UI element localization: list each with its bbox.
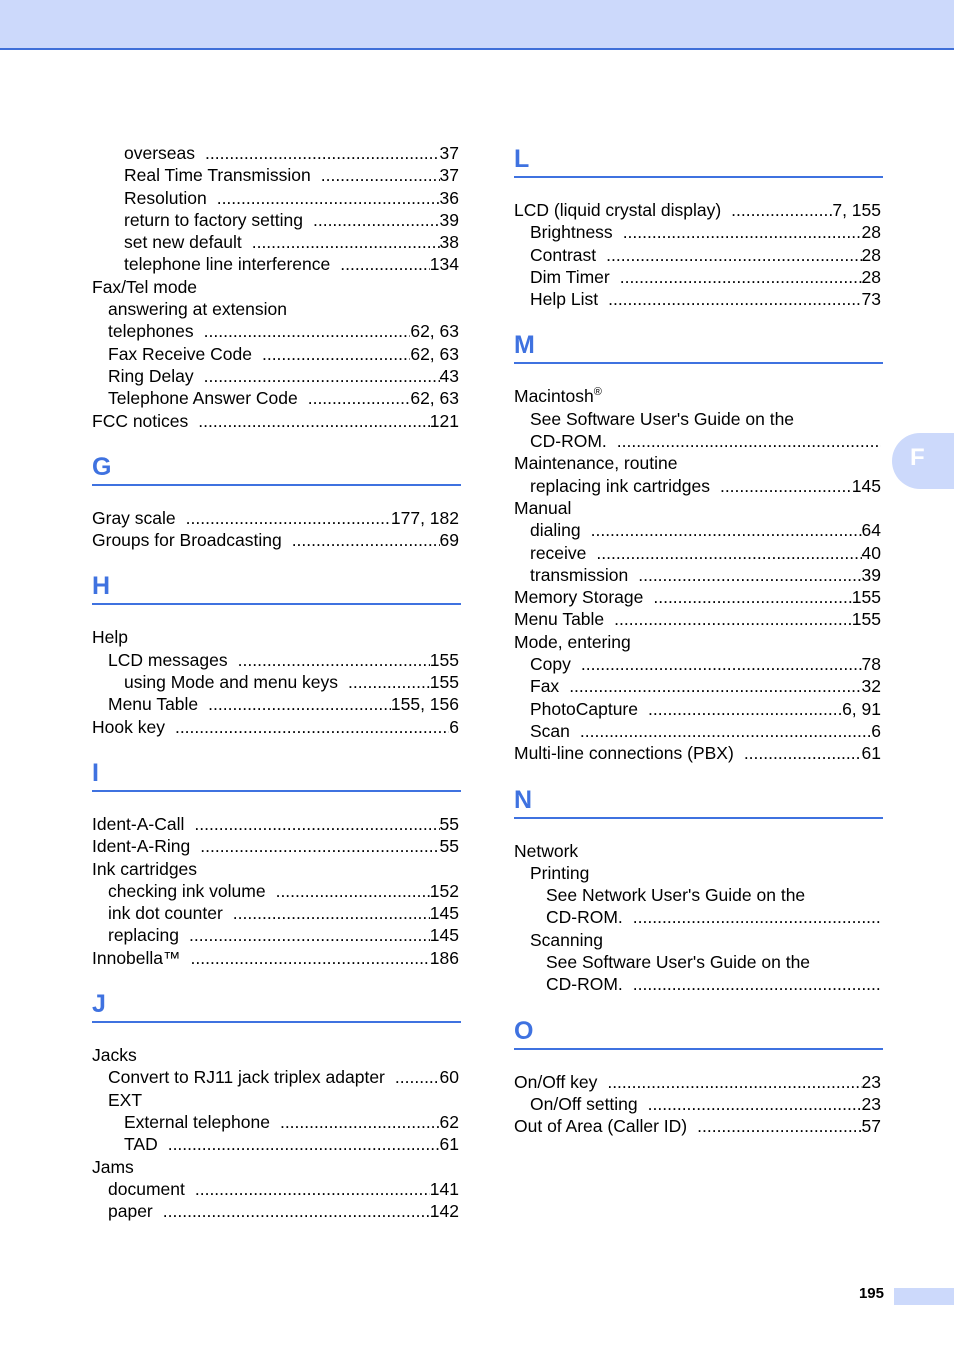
index-entry: Multi-line connections (PBX) ..... 61 bbox=[514, 742, 881, 764]
index-entry: set new default ..... 38 bbox=[92, 231, 459, 253]
index-entry: CD-ROM. ..... bbox=[514, 430, 881, 452]
index-subheading-entry: answering at extension bbox=[108, 299, 287, 320]
index-entry: overseas ..... 37 bbox=[92, 142, 459, 164]
page-number-bar bbox=[894, 1288, 954, 1305]
index-entry: FCC notices ..... 121 bbox=[92, 410, 459, 432]
index-entry: Fax Receive Code ..... 62, 63 bbox=[92, 343, 459, 365]
index-entry: Scan ..... 6 bbox=[514, 720, 881, 742]
index-entry: Fax ..... 32 bbox=[514, 675, 881, 697]
index-heading-entry: Fax/Tel mode bbox=[92, 276, 198, 297]
index-entry: Contrast ..... 28 bbox=[514, 244, 881, 266]
page-number: 195 bbox=[858, 1285, 884, 1302]
index-entry: Ident-A-Call ..... 55 bbox=[92, 813, 459, 835]
registered-mark: ® bbox=[593, 386, 602, 399]
section-letter: H bbox=[92, 572, 111, 601]
section-letter: L bbox=[514, 145, 530, 173]
section-header-g bbox=[92, 450, 459, 507]
section-header-l bbox=[514, 142, 881, 199]
section-header-m bbox=[514, 328, 881, 385]
index-entry: ink dot counter ..... 145 bbox=[92, 902, 459, 924]
index-heading-entry: Mode, entering bbox=[514, 631, 631, 652]
section-header-j bbox=[92, 987, 459, 1044]
index-entry: transmission ..... 39 bbox=[514, 564, 881, 586]
index-column-left bbox=[92, 142, 459, 1222]
index-heading-entry: Maintenance, routine bbox=[514, 453, 678, 474]
section-letter: I bbox=[92, 758, 99, 787]
index-entry: Menu Table ..... 155, 156 bbox=[92, 693, 459, 715]
index-subheading-entry: See Network User's Guide on the bbox=[546, 885, 806, 906]
index-entry: On/Off key ..... 23 bbox=[514, 1071, 881, 1093]
index-entry: return to factory setting ..... 39 bbox=[92, 209, 459, 231]
section-header-o bbox=[514, 1014, 881, 1071]
index-heading-entry: Manual bbox=[514, 497, 572, 518]
section-rule bbox=[514, 1048, 883, 1050]
index-entry: Memory Storage ..... 155 bbox=[514, 586, 881, 608]
index-subheading-entry: EXT bbox=[108, 1089, 143, 1110]
index-heading-entry: Jacks bbox=[92, 1045, 137, 1066]
index-heading-entry: Ink cartridges bbox=[92, 858, 198, 879]
index-entry: CD-ROM. ..... bbox=[514, 973, 881, 995]
index-entry: Help List ..... 73 bbox=[514, 288, 881, 310]
index-entry: External telephone ..... 62 bbox=[92, 1111, 459, 1133]
section-letter: O bbox=[514, 1016, 534, 1045]
index-entry: telephones ..... 62, 63 bbox=[92, 320, 459, 342]
section-rule bbox=[92, 1021, 461, 1023]
index-entry: replacing ink cartridges ..... 145 bbox=[514, 475, 881, 497]
index-entry: Out of Area (Caller ID) ..... 57 bbox=[514, 1115, 881, 1137]
header-band bbox=[0, 0, 954, 50]
index-entry: Real Time Transmission ..... 37 bbox=[92, 164, 459, 186]
index-heading-entry: Help bbox=[92, 627, 128, 648]
index-heading-entry: Jams bbox=[92, 1156, 134, 1177]
section-letter: G bbox=[92, 452, 112, 481]
index-entry: Convert to RJ11 jack triplex adapter ..... 60 bbox=[92, 1066, 459, 1088]
section-letter: M bbox=[514, 331, 535, 360]
index-subheading-entry: See Software User's Guide on the bbox=[546, 952, 811, 973]
section-letter: N bbox=[514, 785, 533, 814]
index-subheading-entry: See Software User's Guide on the bbox=[530, 408, 795, 429]
section-letter: J bbox=[92, 990, 106, 1019]
index-entry: Dim Timer ..... 28 bbox=[514, 266, 881, 288]
index-entry: LCD messages ..... 155 bbox=[92, 649, 459, 671]
index-subheading-entry: Printing bbox=[530, 862, 590, 883]
index-entry: Telephone Answer Code ..... 62, 63 bbox=[92, 387, 459, 409]
index-entry: Ident-A-Ring ..... 55 bbox=[92, 835, 459, 857]
index-entry: Gray scale ..... 177, 182 bbox=[92, 507, 459, 529]
index-entry: replacing ..... 145 bbox=[92, 924, 459, 946]
index-entry: document ..... 141 bbox=[92, 1178, 459, 1200]
section-rule bbox=[92, 603, 461, 605]
index-entry: Ring Delay ..... 43 bbox=[92, 365, 459, 387]
index-entry: Innobella™ ..... 186 bbox=[92, 947, 459, 969]
index-entry: checking ink volume ..... 152 bbox=[92, 880, 459, 902]
index-entry: using Mode and menu keys ..... 155 bbox=[92, 671, 459, 693]
index-entry: receive ..... 40 bbox=[514, 542, 881, 564]
index-entry: Groups for Broadcasting ..... 69 bbox=[92, 529, 459, 551]
index-entry: PhotoCapture ..... 6, 91 bbox=[514, 698, 881, 720]
index-column-right bbox=[514, 142, 881, 1138]
index-heading-entry: Macintosh® bbox=[514, 386, 602, 407]
index-entry: Brightness ..... 28 bbox=[514, 221, 881, 243]
section-rule bbox=[92, 484, 461, 486]
section-rule bbox=[514, 817, 883, 819]
section-rule bbox=[92, 790, 461, 792]
index-entry: telephone line interference ..... 134 bbox=[92, 253, 459, 275]
index-entry: Menu Table ..... 155 bbox=[514, 608, 881, 630]
section-header-n bbox=[514, 783, 881, 840]
index-entry: paper ..... 142 bbox=[92, 1200, 459, 1222]
index-entry: CD-ROM. ..... bbox=[514, 906, 881, 928]
chapter-thumb-tab bbox=[892, 433, 954, 489]
section-header-h bbox=[92, 569, 459, 626]
index-entry: TAD ..... 61 bbox=[92, 1133, 459, 1155]
index-entry: Copy ..... 78 bbox=[514, 653, 881, 675]
index-entry: On/Off setting ..... 23 bbox=[514, 1093, 881, 1115]
index-entry: Resolution ..... 36 bbox=[92, 187, 459, 209]
index-entry: dialing ..... 64 bbox=[514, 519, 881, 541]
index-entry: LCD (liquid crystal display) ..... 7, 155 bbox=[514, 199, 881, 221]
section-rule bbox=[514, 176, 883, 178]
section-rule bbox=[514, 362, 883, 364]
index-subheading-entry: Scanning bbox=[530, 929, 603, 950]
chapter-letter: F bbox=[910, 444, 925, 471]
index-heading-entry: Network bbox=[514, 840, 579, 861]
section-header-i bbox=[92, 756, 459, 813]
index-entry: Hook key ..... 6 bbox=[92, 716, 459, 738]
